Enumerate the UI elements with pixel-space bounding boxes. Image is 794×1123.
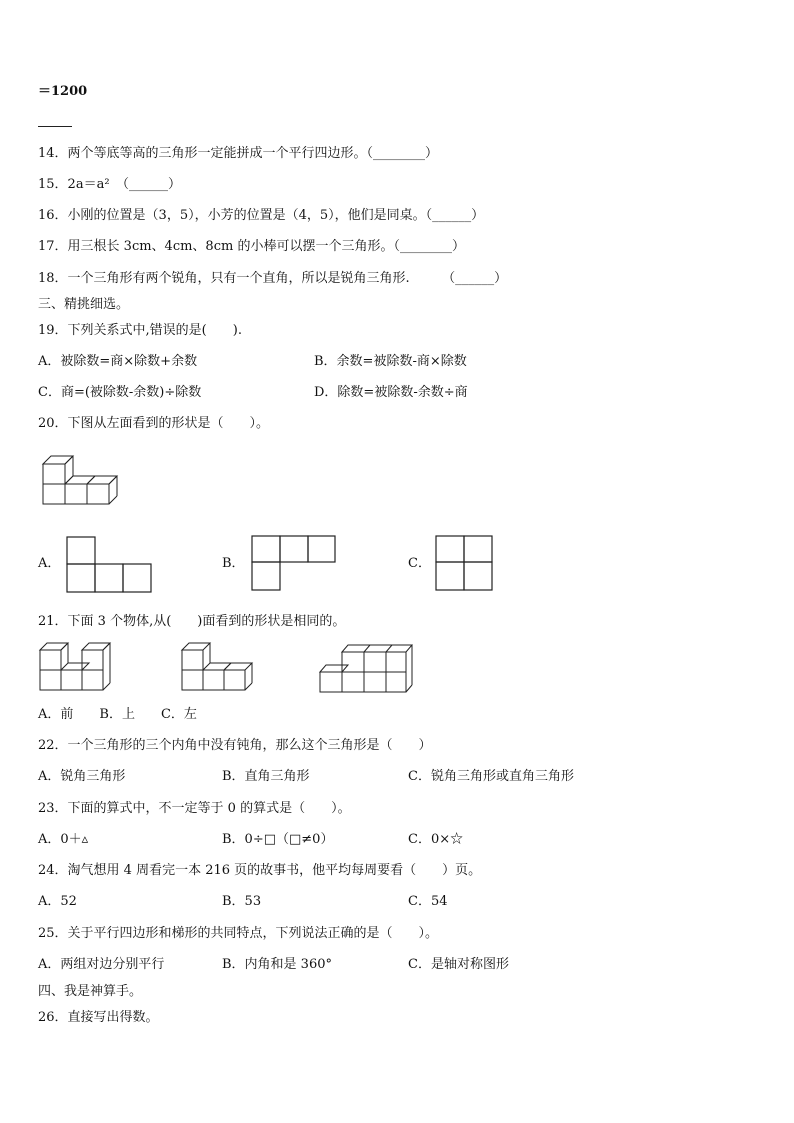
q20-option-a[interactable]: A．: [38, 556, 61, 571]
question-20-stem: 20．下图从左面看到的形状是（ ）。: [38, 416, 270, 431]
q24-option-c[interactable]: C．54: [408, 894, 448, 909]
q21-options[interactable]: A．前 B．上 C．左: [38, 707, 197, 722]
question-17: 17．用三根长 3cm、4cm、8cm 的小棒可以摆一个三角形。（________）: [38, 239, 465, 254]
q23-option-a[interactable]: A．0＋▵: [38, 832, 89, 847]
q22-option-a[interactable]: A．锐角三角形: [38, 769, 126, 784]
q19-option-c[interactable]: C．商=(被除数-余数)÷除数: [38, 385, 202, 400]
question-15: 15．2a＝a² （______）: [38, 177, 182, 192]
q20-option-b-figure[interactable]: [250, 534, 338, 592]
q22-option-b[interactable]: B．直角三角形: [222, 769, 310, 784]
q20-option-c[interactable]: C．: [408, 556, 431, 571]
q25-option-c[interactable]: C．是轴对称图形: [408, 957, 509, 972]
q25-option-a[interactable]: A．两组对边分别平行: [38, 957, 165, 972]
q19-option-b[interactable]: B．余数=被除数-商×除数: [314, 354, 467, 369]
section-3-heading: 三、精挑细选。: [38, 297, 130, 312]
q23-option-b[interactable]: B．0÷□（□≠0）: [222, 832, 334, 847]
q22-option-c[interactable]: C．锐角三角形或直角三角形: [408, 769, 574, 784]
q19-option-a[interactable]: A．被除数=商×除数+余数: [38, 354, 198, 369]
q25-option-b[interactable]: B．内角和是 360°: [222, 957, 332, 972]
q20-option-c-figure[interactable]: [434, 534, 494, 592]
q21-object-1: [38, 640, 114, 692]
question-25-stem: 25．关于平行四边形和梯形的共同特点，下列说法正确的是（ ）。: [38, 926, 439, 941]
question-18: 18．一个三角形有两个锐角，只有一个直角，所以是锐角三角形. （______）: [38, 271, 508, 286]
question-16: 16．小刚的位置是（3，5），小芳的位置是（4，5），他们是同桌。（______）: [38, 208, 485, 223]
section-4-heading: 四、我是神算手。: [38, 984, 143, 999]
q24-option-a[interactable]: A．52: [38, 894, 77, 909]
top-result: ＝1200: [38, 84, 88, 99]
question-19-stem: 19．下列关系式中,错误的是( ).: [38, 323, 242, 338]
q23-option-c[interactable]: C．0×☆: [408, 832, 464, 847]
q20-option-a-figure[interactable]: [66, 536, 154, 594]
answer-blank-line: [38, 126, 72, 127]
q21-object-3: [318, 640, 414, 696]
q19-option-d[interactable]: D．除数=被除数-余数÷商: [314, 385, 468, 400]
question-24-stem: 24．淘气想用 4 周看完一本 216 页的故事书，他平均每周要看（ ）页。: [38, 863, 482, 878]
question-26: 26．直接写出得数。: [38, 1010, 159, 1025]
q24-option-b[interactable]: B．53: [222, 894, 262, 909]
q21-object-2: [180, 640, 256, 692]
question-23-stem: 23．下面的算式中，不一定等于 0 的算式是（ ）。: [38, 801, 351, 816]
question-22-stem: 22．一个三角形的三个内角中没有钝角，那么这个三角形是（ ）: [38, 738, 432, 753]
q20-option-b[interactable]: B．: [222, 556, 245, 571]
question-21-stem: 21．下面 3 个物体,从( )面看到的形状是相同的。: [38, 614, 346, 629]
q20-cube-figure: [40, 450, 120, 510]
question-14: 14．两个等底等高的三角形一定能拼成一个平行四边形。（________）: [38, 146, 439, 161]
